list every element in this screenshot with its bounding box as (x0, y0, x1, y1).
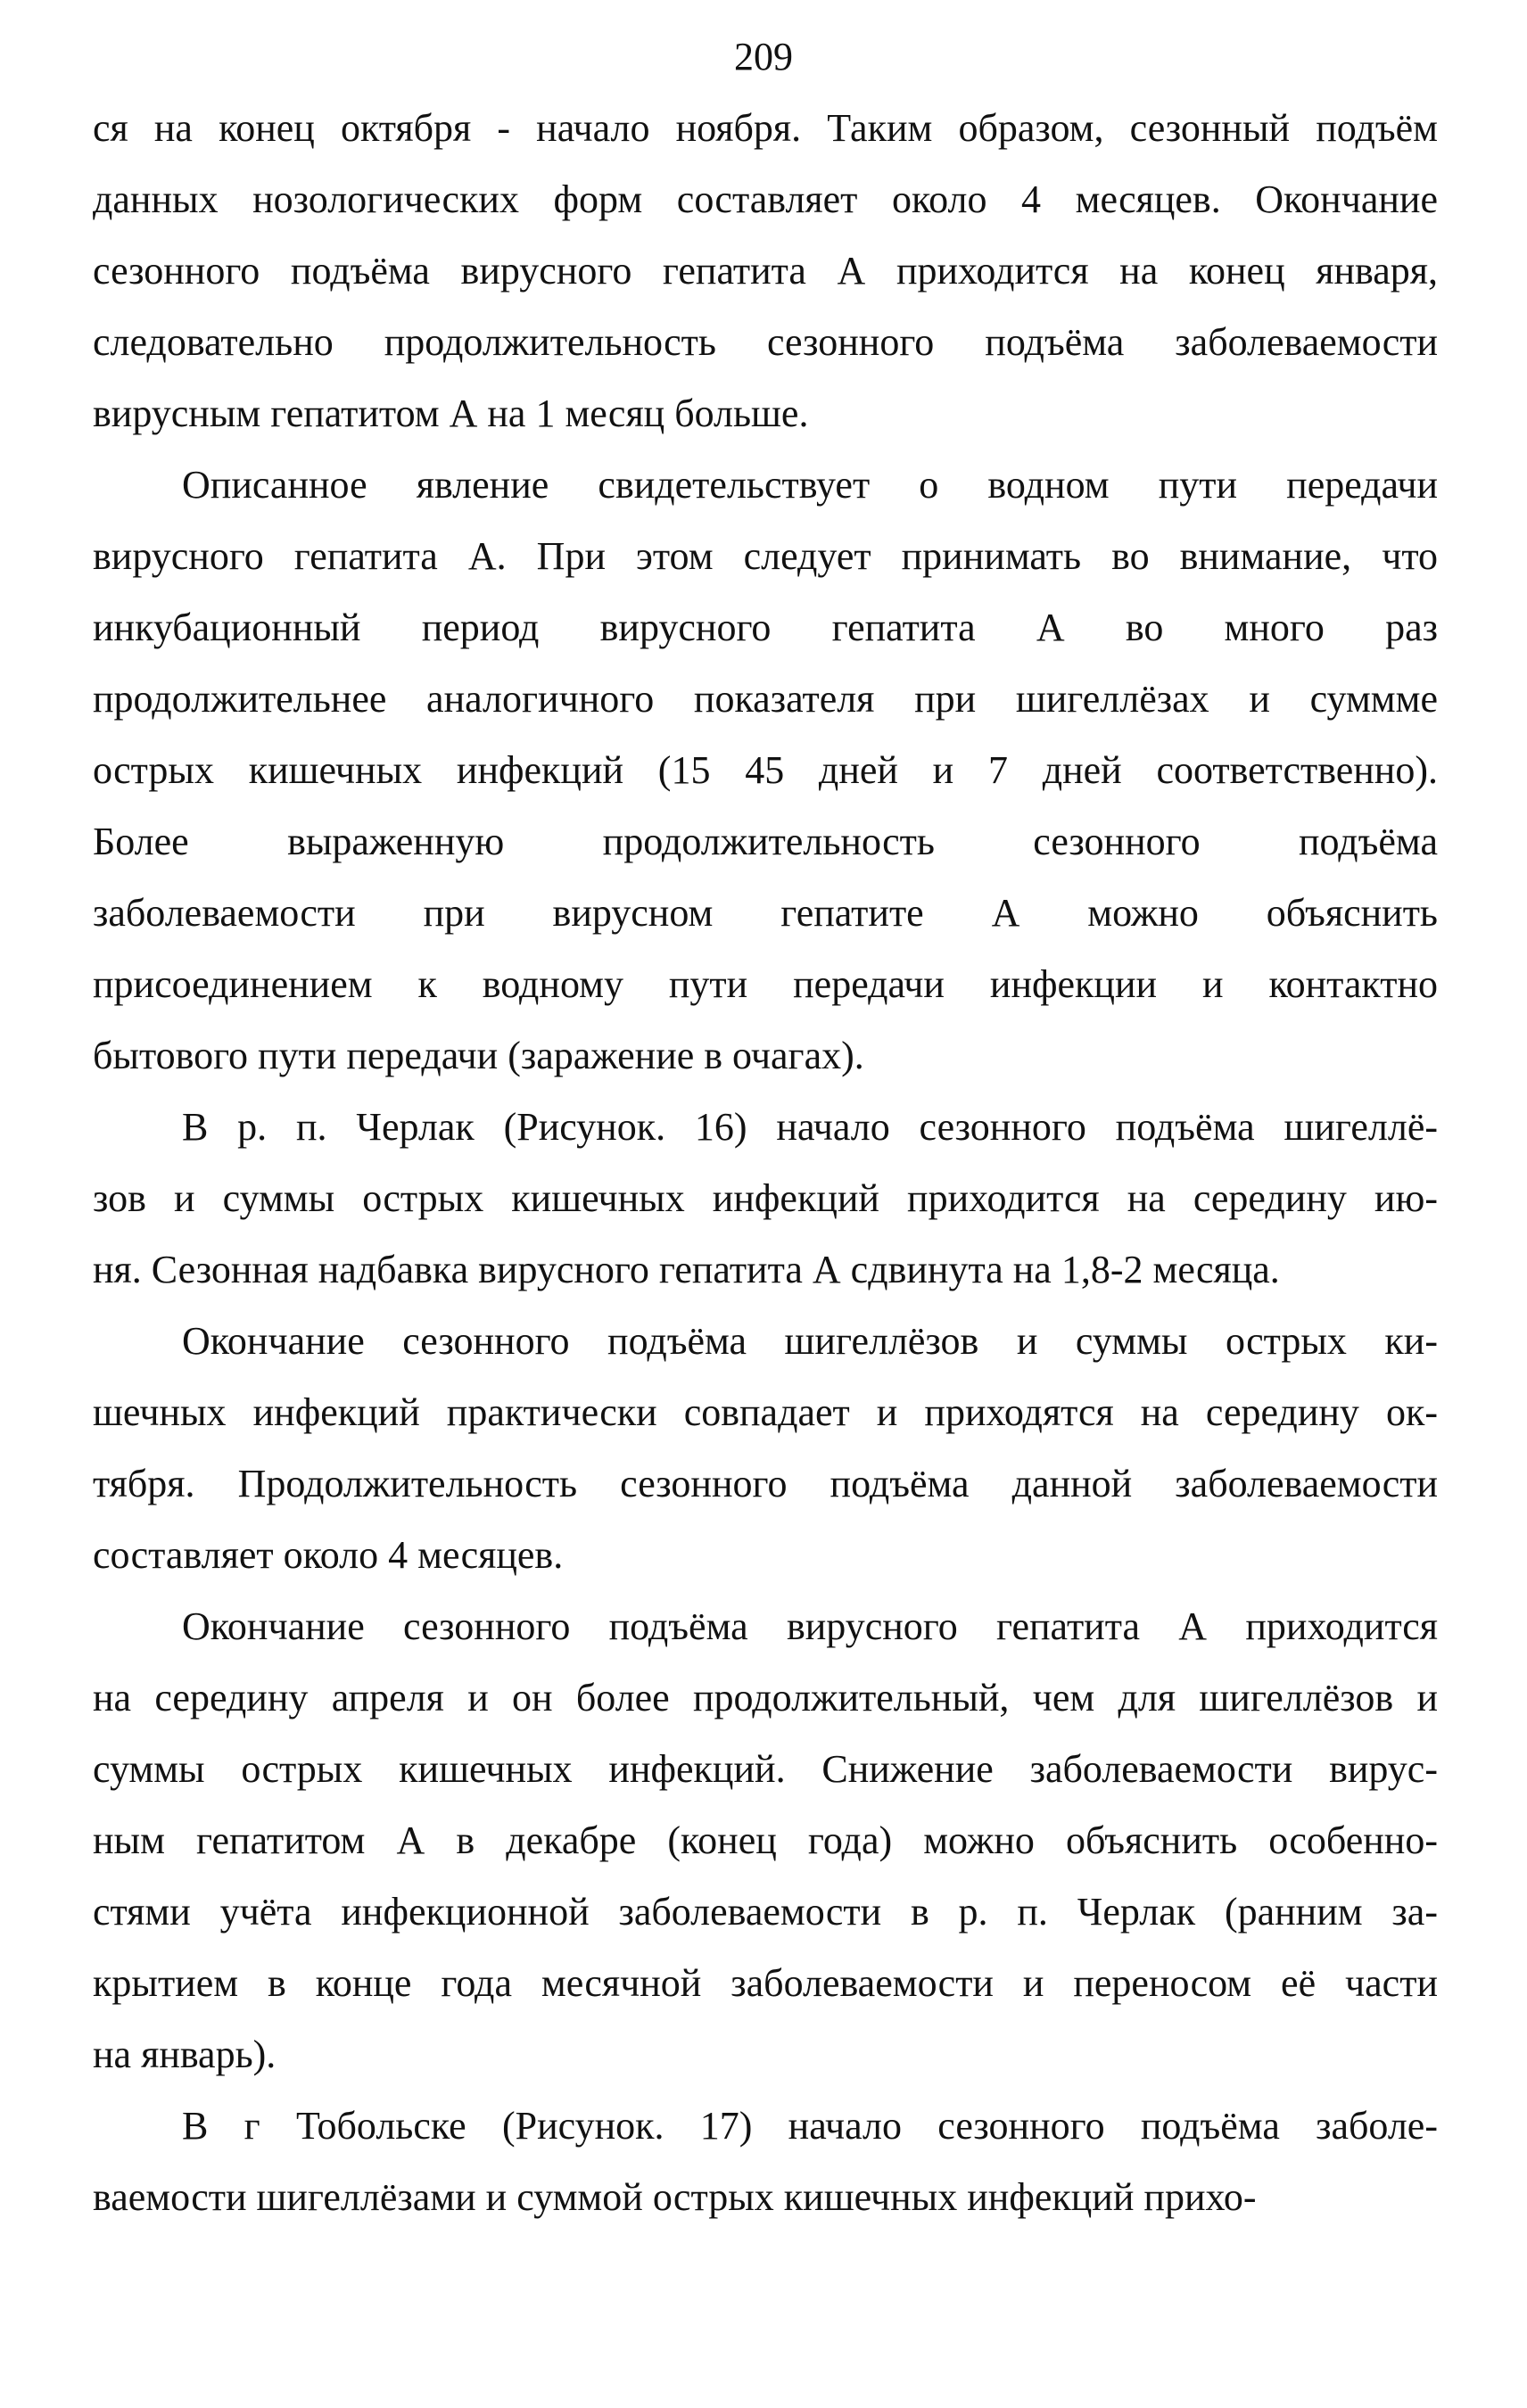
text-line: ся на конец октября - начало ноября. Таким образом, сезонный подъём (93, 106, 1438, 150)
text-line: Описанное явление свидетельствует о водном пути передачи (182, 463, 1438, 507)
text-line: бытового пути передачи (заражение в очагах). (93, 1034, 864, 1077)
text-line: вирусным гепатитом А на 1 месяц больше. (93, 392, 809, 435)
text-line: В р. п. Черлак (Рисунок. 16) начало сезонного подъёма шигеллё- (182, 1105, 1438, 1149)
text-line: суммы острых кишечных инфекций. Снижение заболеваемости вирус- (93, 1747, 1438, 1791)
text-line: продолжительнее аналогичного показателя при шигеллёзах и суммме (93, 677, 1438, 721)
text-line: шечных инфекций практически совпадает и приходятся на середину ок- (93, 1390, 1438, 1434)
text-line: ным гепатитом А в декабре (конец года) можно объяснить особенно- (93, 1818, 1438, 1862)
text-line: вирусного гепатита А. При этом следует принимать во внимание, что (93, 534, 1438, 578)
text-line: следовательно продолжительность сезонного подъёма заболеваемости (93, 320, 1438, 364)
text-line: составляет около 4 месяцев. (93, 1533, 564, 1577)
body-text (93, 93, 1438, 2233)
text-line: заболеваемости при вирусном гепатите А можно объяснить (93, 891, 1438, 935)
page-number: 209 (734, 35, 793, 78)
text-line: зов и суммы острых кишечных инфекций приходится на середину ию- (93, 1176, 1438, 1220)
text-line: В г Тобольске (Рисунок. 17) начало сезонного подъёма заболе- (182, 2104, 1438, 2148)
text-line: на январь). (93, 2033, 277, 2076)
text-line: сезонного подъёма вирусного гепатита А приходится на конец января, (93, 249, 1438, 293)
text-line: Окончание сезонного подъёма вирусного гепатита А приходится (182, 1604, 1438, 1648)
text-line: инкубационный период вирусного гепатита А во много раз (93, 606, 1438, 649)
text-line: на середину апреля и он более продолжительный, чем для шигеллёзов и (93, 1676, 1438, 1719)
text-line: данных нозологических форм составляет около 4 месяцев. Окончание (93, 177, 1438, 221)
text-line: присоединением к водному пути передачи инфекции и контактно (93, 962, 1438, 1006)
text-line: тября. Продолжительность сезонного подъёма данной заболеваемости (93, 1462, 1438, 1505)
text-line: ня. Сезонная надбавка вирусного гепатита А сдвинута на 1,8-2 месяца. (93, 1248, 1280, 1291)
text-line: острых кишечных инфекций (15 45 дней и 7 дней соответственно). (93, 748, 1438, 792)
text-line: крытием в конце года месячной заболеваемости и переносом её части (93, 1961, 1438, 2005)
text-line: ваемости шигеллёзами и суммой острых кишечных инфекций прихо- (93, 2175, 1257, 2219)
text-line: стями учёта инфекционной заболеваемости в р. п. Черлак (ранним за- (93, 1890, 1438, 1934)
text-line: Окончание сезонного подъёма шигеллёзов и суммы острых ки- (182, 1319, 1438, 1363)
text-line: Более выраженную продолжительность сезонного подъёма (93, 820, 1438, 863)
